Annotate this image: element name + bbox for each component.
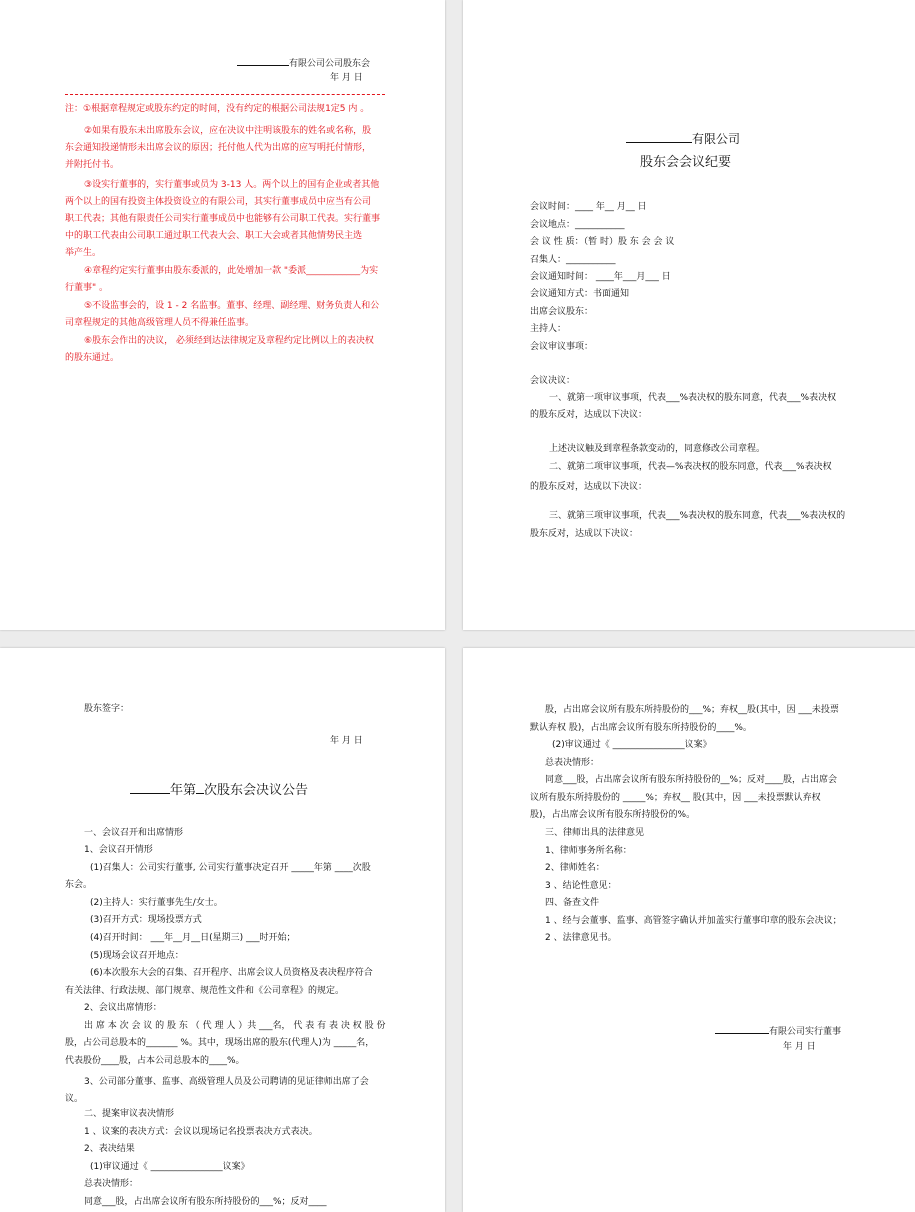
note-line: 司章程规定的其他高级管理人员不得兼任监事。 (65, 318, 255, 328)
dashed-divider (65, 94, 385, 95)
continued-line: 三、律师出具的法律意见 (545, 828, 645, 838)
minutes-line: 的股东反对，达成以下决议： (530, 482, 648, 492)
minutes-field: 主持人： (530, 324, 567, 334)
header-date: 年 月 日 (330, 73, 363, 83)
page-3 (0, 648, 445, 1212)
page-1 (0, 0, 445, 630)
minutes-line: 三、就第三项审议事项，代表___%表决权的股东同意，代表___%表决权的 (549, 511, 846, 521)
footer-company-line (715, 1024, 841, 1038)
minutes-resolution-heading: 会议决议： (530, 376, 576, 386)
announcement-line: (5)现场会议召开地点： (90, 951, 184, 961)
continued-line: 议所有股东所持股份的 _____%；弃权__ 股(其中，因 ___未投票默认弃权 (530, 793, 821, 803)
continued-line: 股，占出席会议所有股东所持股份的___%；弃权__股(其中，因 ___未投票 (545, 705, 839, 715)
title-part: 次股东会决议公告 (204, 783, 309, 798)
continued-line: 3 、结论性意见： (545, 881, 617, 891)
minutes-field: 会议通知时间： ____年___月___ 日 (530, 272, 671, 282)
minutes-field: 会议通知方式：书面通知 (530, 289, 630, 299)
minutes-line: 的股东反对，达成以下决议： (530, 410, 648, 420)
continued-line: 1、律师事务所名称： (545, 846, 632, 856)
note-line: 东会通知投递情形未出席会议的原因；托付他人代为出席的应写明托付情形， (65, 143, 372, 153)
announcement-line: 2、表决结果 (84, 1144, 135, 1154)
announcement-line: 出 席 本 次 会 议 的 股 东 （ 代 理 人 ）共 ___名， 代 表 有 表 决 权 股 份 (84, 1021, 386, 1031)
footer-date: 年 月 日 (783, 1042, 816, 1052)
announcement-line: (4)召开时间： ___年__月__日(星期三) ___时开始； (90, 933, 296, 943)
footer-company: 有限公司实行董事 (769, 1027, 842, 1037)
note-line: 中的职工代表由公司职工通过职工代表大会、职工大会或者其他情势民主选 (65, 231, 363, 241)
continued-line: 2 、法律意见书。 (545, 933, 617, 943)
minutes-line: 一、就第一项审议事项，代表___%表决权的股东同意，代表___%表决权 (549, 393, 837, 403)
blank-underline (237, 56, 289, 66)
blank-underline (715, 1024, 769, 1034)
announcement-line: 2、会议出席情形： (84, 1003, 162, 1013)
note-line: 行董事" 。 (65, 283, 109, 293)
continued-line: 默认弃权 股)，占出席会议所有股东所持股份的____%。 (530, 723, 752, 733)
signature-date: 年 月 日 (330, 736, 363, 746)
continued-line: 同意___股，占出席会议所有股东所持股份的__%；反对____股，占出席会 (545, 775, 838, 785)
title-part: 年第 (170, 783, 197, 798)
announcement-line: (3)召开方式：现场投票方式 (90, 915, 202, 925)
announcement-line: 3、公司部分董事、监事、高级管理人员及公司聘请的见证律师出席了会 (84, 1077, 369, 1087)
note-line: ⑤不设监事会的，设 1 - 2 名监事。董事、经理、副经理、财务负责人和公 (84, 301, 380, 311)
announcement-line: (2)主持人：实行董事先生/女士。 (90, 898, 223, 908)
minutes-title: 股东会会议纪要 (640, 155, 732, 170)
continued-line: (2)审议通过《 ________________议案》 (552, 740, 712, 750)
page-4 (463, 648, 915, 1212)
blank-underline (130, 779, 170, 794)
announcement-line: 议。 (65, 1094, 84, 1104)
announcement-line: 一、会议召开和出席情形 (84, 828, 184, 838)
announcement-line: 1、会议召开情形 (84, 845, 153, 855)
continued-line: 2、律师姓名： (545, 863, 605, 873)
announcement-line: 东会。 (65, 880, 93, 890)
blank-underline (196, 779, 204, 794)
blank-underline (626, 130, 692, 143)
header-company: 有限公司公司股东会 (289, 59, 371, 69)
minutes-company-title (626, 130, 740, 147)
announcement-title (130, 779, 308, 799)
note-line: ⑥股东会作出的决议， 必须经到达法律规定及章程约定比例以上的表决权 (84, 336, 374, 346)
minutes-field: 会议地点：___________ (530, 220, 625, 230)
continued-line: 股)，占出席会议所有股东所持股份的%。 (530, 810, 696, 820)
shareholder-signature: 股东签字： (84, 704, 130, 714)
note-line: 的股东通过。 (65, 353, 120, 363)
announcement-line: (6)本次股东大会的召集、召开程序、出席会议人员资格及表决程序符合 (90, 968, 373, 978)
minutes-field: 会 议 性 质：（暂 时）股 东 会 会 议 (530, 237, 675, 247)
minutes-field: 召集人：___________ (530, 255, 616, 265)
note-line: 举产生。 (65, 248, 102, 258)
continued-line: 1 、经与会董事、监事、高管签字确认并加盖实行董事印章的股东会决议； (545, 916, 842, 926)
announcement-line: 总表决情形： (84, 1179, 139, 1189)
note-line: ③设实行董事的，实行董事或员为 3-13 人。两个以上的国有企业或者其他 (84, 180, 380, 190)
note-line: ④章程约定实行董事由股东委派的，此处增加一款 "委派____________为实 (84, 266, 379, 276)
minutes-line: 上述决议触及到章程条款变动的，同意修改公司章程。 (549, 444, 766, 454)
note-line: ②如果有股东未出席股东会议，应在决议中注明该股东的姓名或名称，股 (84, 126, 372, 136)
announcement-line: 代表股份____股，占本公司总股本的____%。 (65, 1056, 245, 1066)
note-line: 职工代表；其他有限责任公司实行董事成员中也能够有公司职工代表。实行董事 (65, 214, 381, 224)
continued-line: 总表决情形： (545, 758, 600, 768)
minutes-field: 出席会议股东： (530, 307, 594, 317)
note-line: 并附托付书。 (65, 160, 120, 170)
announcement-line: (1)审议通过《 ________________议案》 (90, 1162, 250, 1172)
announcement-line: 股，占公司总股本的_______ %。其中，现场出席的股东(代理人)为 _____名， (65, 1038, 375, 1048)
minutes-line: 二、就第二项审议事项，代表—%表决权的股东同意，代表___%表决权 (549, 462, 832, 472)
company-suffix: 有限公司 (692, 132, 741, 146)
minutes-field: 会议审议事项： (530, 342, 594, 352)
announcement-line: 二、提案审议表决情形 (84, 1109, 175, 1119)
announcement-line: 同意___股，占出席会议所有股东所持股份的___%；反对____ (84, 1197, 327, 1207)
header-company-line (237, 56, 370, 70)
announcement-line: 有关法律、行政法规、部门规章、规范性文件和《公司章程》的规定。 (65, 986, 345, 996)
minutes-line: 股东反对，达成以下决议： (530, 529, 639, 539)
continued-line: 四、备查文件 (545, 898, 600, 908)
note-line: 注：①根据章程规定或股东约定的时间，没有约定的根据公司法规1定5 内 。 (65, 104, 370, 114)
announcement-line: (1)召集人：公司实行董事, 公司实行董事决定召开 _____年第 ____次股 (90, 863, 371, 873)
note-line: 两个以上的国有投资主体投资设立的有限公司，其实行董事成员中应当有公司 (65, 197, 372, 207)
page-2 (463, 0, 915, 630)
announcement-line: 1 、议案的表决方式：会议以现场记名投票表决方式表决。 (84, 1127, 318, 1137)
minutes-field: 会议时间：____ 年__ 月__ 日 (530, 202, 647, 212)
